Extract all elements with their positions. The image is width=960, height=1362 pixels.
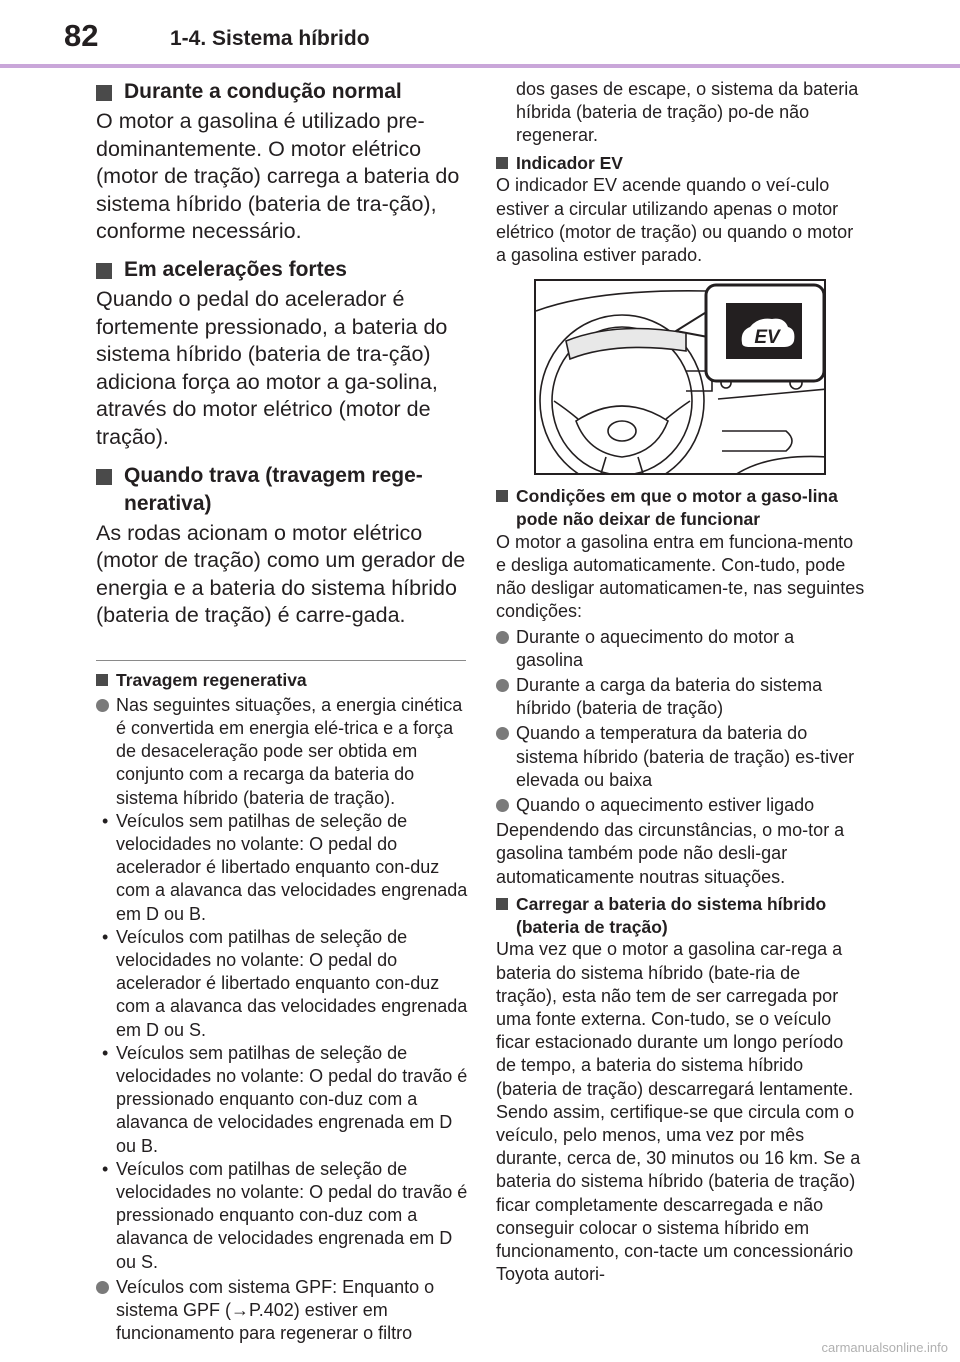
sub-list-item: • Veículos com patilhas de seleção de velocidades no volante: O pedal do travão é pressionado enquanto con-duz com a alavanca de velocidades engrenada em D ou S. [102, 1158, 468, 1272]
paragraph-charging-battery: Uma vez que o motor a gasolina car-rega a bateria do sistema híbrido (bate-ria de tração), esta não tem de ser carregada por uma fonte externa. Con-tudo, se o veículo ficar estacionado durante um longo período de tempo, a bateria do sistema híbrido (bateria de tração) descarregará lentamente. Sendo assim, certifique-se que circula com o veículo, pelo menos, uma vez por mês durante, cerca de, 30 minutos ou 16 km. Se a bateria do sistema híbrido (bateria de tração) ficar completamente descarregada e não conseguir colocar o sistema híbrido em funcionamento, con-tacte um concessionário Toyota autori- [496, 939, 861, 1285]
heading-charging-battery: Carregar a bateria do sistema híbrido (bateria de tração) [496, 893, 866, 939]
circle-bullet-icon [496, 631, 509, 644]
square-bullet-icon [96, 469, 112, 485]
square-bullet-icon [96, 674, 108, 686]
ev-badge-label: EV [754, 327, 780, 349]
sub-list-item: • Veículos sem patilhas de seleção de velocidades no volante: O pedal do travão é pressionado enquanto con-duz com a alavanca de velocidades engrenada em D ou B. [102, 1042, 468, 1156]
paragraph-engine-other: Dependendo das circunstâncias, o mo-tor a gasolina também pode não desli-gar automaticamente noutras situações. [496, 820, 845, 887]
heading-ev-indicator: Indicador EV [496, 152, 866, 175]
dashboard-illustration [536, 281, 826, 475]
circle-bullet-icon [496, 799, 509, 812]
circle-bullet-icon [96, 699, 109, 712]
paragraph-continued: dos gases de escape, o sistema da bateria híbrida (bateria de tração) po-de não regenerar. [516, 79, 859, 146]
heading-regenerative-braking: Travagem regenerativa [96, 669, 468, 692]
header-divider [0, 64, 960, 68]
list-item: Quando o aquecimento estiver ligado [496, 794, 866, 817]
square-bullet-icon [96, 85, 112, 101]
section-divider [96, 660, 466, 661]
circle-bullet-icon [496, 727, 509, 740]
list-item: Nas seguintes situações, a energia cinética é convertida em energia elé-trica e a força de desaceleração pode ser obtida em conjunto com a recarga da bateria do sistema híbrido (bateria de tração). [96, 694, 468, 810]
square-bullet-icon [496, 490, 508, 502]
heading-engine-conditions: Condições em que o motor a gaso-lina pode não deixar de funcionar [496, 485, 866, 531]
list-item: Quando a temperatura da bateria do sistema híbrido (bateria de tração) es-tiver elevada ou baixa [496, 722, 866, 792]
sub-list-item: • Veículos sem patilhas de seleção de velocidades no volante: O pedal do acelerador é libertado enquanto con-duz com a alavanca das velocidades engrenada em D ou B. [102, 810, 468, 924]
page-header [0, 0, 960, 70]
list-item: Durante o aquecimento do motor a gasolina [496, 626, 866, 672]
paragraph-ev-indicator: O indicador EV acende quando o veí-culo estiver a circular utilizando apenas o motor elétrico (motor de tração) ou quando o motor a gasolina estiver parado. [496, 175, 854, 266]
paragraph-normal-driving: O motor a gasolina é utilizado pre-dominantemente. O motor elétrico (motor de tração) carrega a bateria do sistema híbrido (bateria de tra-ção), conforme necessário. [96, 109, 460, 244]
list-item: Durante a carga da bateria do sistema híbrido (bateria de tração) [496, 674, 866, 720]
square-bullet-icon [96, 263, 112, 279]
circle-bullet-icon [96, 1281, 109, 1294]
paragraph-engine-conditions: O motor a gasolina entra em funciona-mento e desliga automaticamente. Con-tudo, pode não desligar automaticamen-te, nas seguintes condições: [496, 531, 865, 622]
list-item: Veículos com sistema GPF: Enquanto o sistema GPF (→P.402) estiver em funcionamento para regenerar o filtro [96, 1276, 468, 1346]
paragraph-braking: As rodas acionam o motor elétrico (motor de tração) como um gerador de energia e a bateria do sistema híbrido (bateria de tração) é carre-gada. [96, 520, 466, 628]
section-title: 1-4. Sistema híbrido [170, 27, 370, 50]
heading-strong-acceleration: Em acelerações fortes [96, 256, 468, 284]
right-column [496, 78, 866, 1287]
square-bullet-icon [496, 898, 508, 910]
paragraph-strong-acceleration: Quando o pedal do acelerador é fortemente pressionado, a bateria do sistema híbrido (bateria de tra-ção) adiciona força ao motor a ga-solina, através do motor elétrico (motor de tração). [96, 286, 448, 449]
sub-list-item: • Veículos com patilhas de seleção de velocidades no volante: O pedal do acelerador é libertado enquanto con-duz com a alavanca das velocidades engrenada em D ou S. [102, 926, 468, 1040]
square-bullet-icon [496, 157, 508, 169]
heading-braking: Quando trava (travagem rege-nerativa) [96, 462, 468, 518]
watermark: carmanualsonline.info [821, 1340, 948, 1355]
page-number: 82 [64, 18, 99, 53]
left-column [96, 78, 468, 1345]
heading-normal-driving: Durante a condução normal [96, 78, 468, 106]
ev-indicator-illustration [534, 279, 826, 475]
circle-bullet-icon [496, 679, 509, 692]
